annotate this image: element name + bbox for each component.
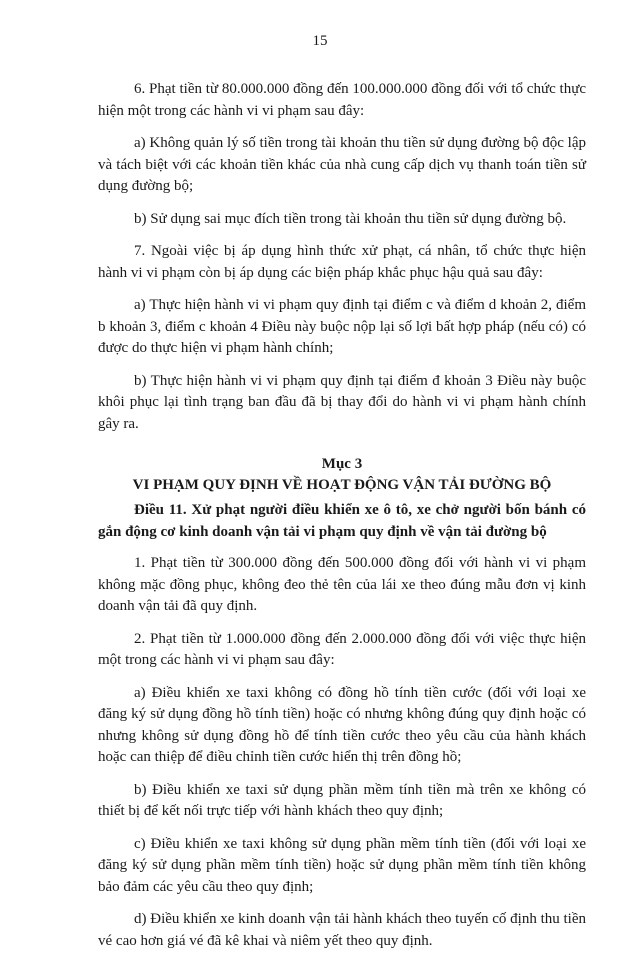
page-number: 15 <box>312 33 328 49</box>
paragraph: 7. Ngoài việc bị áp dụng hình thức xử phạt, cá nhân, tổ chức thực hiện hành vi vi phạm còn bị áp dụng các biện pháp khắc phục hậu quả sau đây: <box>98 243 586 281</box>
paragraph: b) Sử dụng sai mục đích tiền trong tài khoản thu tiền sử dụng đường bộ. <box>134 210 567 227</box>
section-label: Mục 3 <box>321 456 363 472</box>
paragraph: d) Điều khiển xe kinh doanh vận tải hành khách theo tuyến cố định thu tiền vé cao hơn giá vé đã kê khai và niêm yết theo quy định. <box>98 911 586 949</box>
paragraph: a) Điều khiển xe taxi không có đồng hồ tính tiền cước (đối với loại xe đăng ký sử dụng đồng hồ tính tiền) hoặc có nhưng không đúng quy định hoặc có nhưng không sử dụng đồng hồ để tính tiền cước theo yêu cầu của hành khách hoặc can thiệp để điều chỉnh tiền cước hiển thị trên đồng hồ; <box>98 684 586 765</box>
paragraph: 1. Phạt tiền từ 300.000 đồng đến 500.000 đồng đối với hành vi vi phạm không mặc đồng phục, không đeo thẻ tên của lái xe theo đúng mẫu đơn vị kinh doanh vận tải đã quy định. <box>98 555 586 614</box>
paragraph: b) Điều khiển xe taxi sử dụng phần mềm tính tiền mà trên xe không có thiết bị để kết nối trực tiếp với hành khách theo quy định; <box>98 781 586 819</box>
section-title: VI PHẠM QUY ĐỊNH VỀ HOẠT ĐỘNG VẬN TẢI ĐƯỜNG BỘ <box>132 477 552 493</box>
paragraph: b) Thực hiện hành vi vi phạm quy định tại điểm đ khoản 3 Điều này buộc khôi phục lại tình trạng ban đầu đã bị thay đổi do hành vi vi phạm hành chính gây ra. <box>98 372 586 432</box>
article-title: Điều 11. Xử phạt người điều khiển xe ô tô, xe chở người bốn bánh có gắn động cơ kinh doanh vận tải vi phạm quy định về vận tải đường bộ <box>98 502 586 540</box>
paragraph: a) Thực hiện hành vi vi phạm quy định tại điểm c và điểm d khoản 2, điểm b khoản 3, điểm c khoản 4 Điều này buộc nộp lại số lợi bất hợp pháp (nếu có) có được do thực hiện vi phạm hành chính; <box>98 297 586 356</box>
paragraph: 6. Phạt tiền từ 80.000.000 đồng đến 100.000.000 đồng đối với tổ chức thực hiện một trong các hành vi vi phạm sau đây: <box>98 81 586 119</box>
paragraph: a) Không quản lý số tiền trong tài khoản thu tiền sử dụng đường bộ độc lập và tách biệt với các khoản tiền khác của nhà cung cấp dịch vụ thanh toán tiền sử dụng đường bộ; <box>98 135 586 194</box>
paragraph: c) Điều khiển xe taxi không sử dụng phần mềm tính tiền (đối với loại xe đăng ký sử dụng phần mềm tính tiền) hoặc sử dụng phần mềm tính tiền không bảo đảm các yêu cầu theo quy định; <box>98 835 586 895</box>
document-body <box>98 79 586 963</box>
paragraph: 2. Phạt tiền từ 1.000.000 đồng đến 2.000.000 đồng đối với việc thực hiện một trong các hành vi vi phạm sau đây: <box>98 630 586 668</box>
